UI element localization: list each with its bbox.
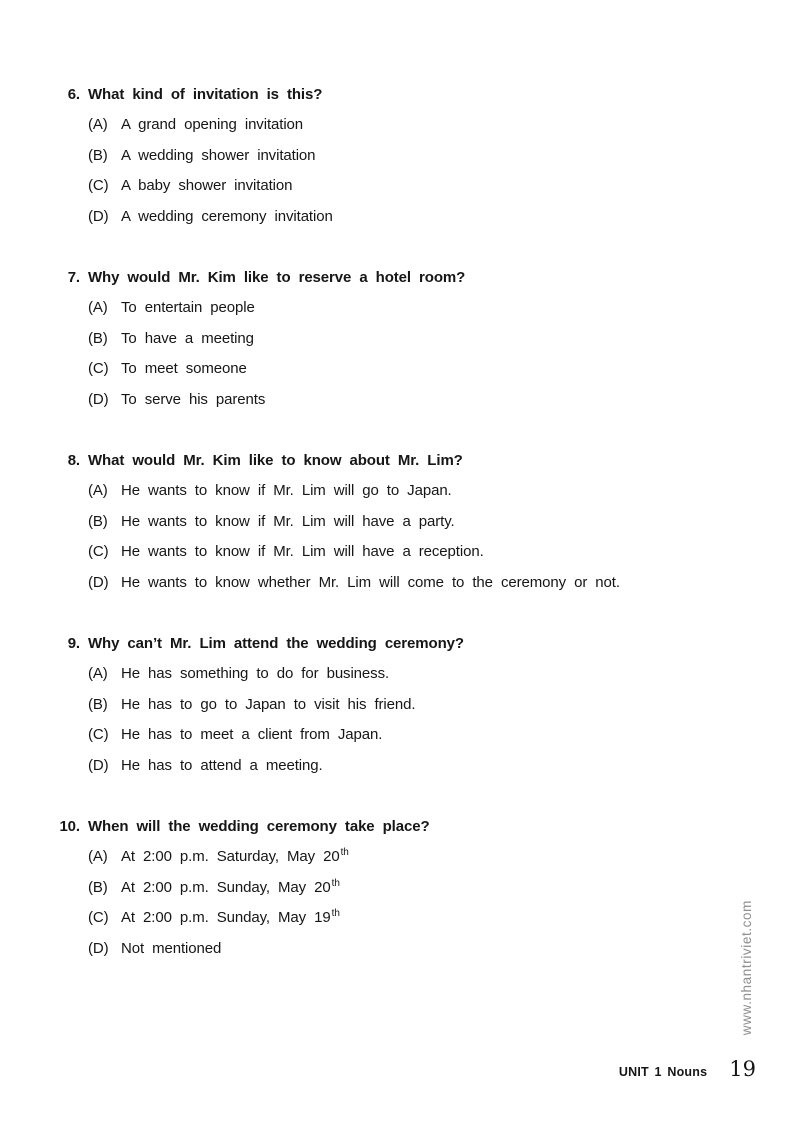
option-label: (D) <box>88 390 109 408</box>
publisher-watermark: www.nhantriviet.com <box>739 899 754 1035</box>
option-text: To entertain people <box>121 299 255 316</box>
option-text: He has something to do for business. <box>121 665 390 682</box>
option-B <box>88 507 760 538</box>
option-text: He has to attend a meeting. <box>121 756 323 774</box>
option-text: To meet someone <box>121 360 247 377</box>
option-label: (A) <box>88 116 108 133</box>
question-6 <box>50 80 760 232</box>
option-A <box>88 659 760 690</box>
option-text: To serve his parents <box>121 390 266 408</box>
page-number: 19 <box>729 1057 756 1081</box>
question-text: What kind of invitation is this? <box>88 86 323 103</box>
option-label: (C) <box>88 726 109 743</box>
question-heading <box>50 80 760 110</box>
option-text: At 2:00 p.m. Saturday, May 20 <box>121 848 340 865</box>
option-text: To have a meeting <box>121 329 254 347</box>
question-number: 9. <box>67 635 80 652</box>
question-number: 8. <box>67 452 80 469</box>
option-label: (B) <box>88 146 108 164</box>
unit-label: UNIT 1 Nouns <box>618 1065 708 1079</box>
option-text: He wants to know if Mr. Lim will have a party. <box>121 512 455 530</box>
option-B <box>88 324 760 355</box>
option-A <box>88 293 760 324</box>
option-A <box>88 842 760 873</box>
question-number: 6. <box>67 86 80 103</box>
option-B <box>88 873 760 904</box>
option-text: He has to go to Japan to visit his friend. <box>121 695 416 713</box>
option-D <box>88 385 760 416</box>
option-label: (B) <box>88 329 108 347</box>
option-text: A baby shower invitation <box>121 177 293 194</box>
question-text: What would Mr. Kim like to know about Mr. Lim? <box>88 452 463 469</box>
option-A <box>88 110 760 141</box>
question-9 <box>50 629 760 781</box>
option-D <box>88 202 760 233</box>
question-text: Why would Mr. Kim like to reserve a hotel room? <box>88 269 466 286</box>
option-C <box>88 171 760 202</box>
ordinal-suffix: th <box>340 847 349 858</box>
question-heading <box>50 446 760 476</box>
option-text: A wedding shower invitation <box>121 146 316 164</box>
page-footer <box>619 1057 756 1081</box>
option-text: He wants to know if Mr. Lim will go to Japan. <box>121 482 452 499</box>
option-label: (D) <box>88 756 109 774</box>
option-label: (C) <box>88 543 109 560</box>
option-text: He wants to know whether Mr. Lim will come to the ceremony or not. <box>121 573 620 591</box>
option-C <box>88 354 760 385</box>
option-C <box>88 903 760 934</box>
option-label: (B) <box>88 512 108 530</box>
ordinal-suffix: th <box>331 877 340 889</box>
option-text: He wants to know if Mr. Lim will have a reception. <box>121 543 484 560</box>
option-text: Not mentioned <box>121 939 222 957</box>
question-heading <box>50 629 760 659</box>
option-label: (D) <box>88 573 109 591</box>
option-B <box>88 690 760 721</box>
option-text: A wedding ceremony invitation <box>121 207 333 225</box>
question-heading <box>50 812 760 842</box>
option-A <box>88 476 760 507</box>
option-label: (A) <box>88 848 108 865</box>
option-C <box>88 720 760 751</box>
option-text: A grand opening invitation <box>121 116 304 133</box>
option-label: (C) <box>88 909 109 926</box>
question-10 <box>50 812 760 964</box>
option-D <box>88 568 760 599</box>
question-text: When will the wedding ceremony take place? <box>88 818 430 835</box>
question-8 <box>50 446 760 598</box>
option-D <box>88 934 760 965</box>
option-label: (B) <box>88 878 108 896</box>
question-7 <box>50 263 760 415</box>
question-heading <box>50 263 760 293</box>
option-label: (A) <box>88 665 108 682</box>
option-text: He has to meet a client from Japan. <box>121 726 383 743</box>
question-number: 7. <box>67 269 80 286</box>
option-label: (D) <box>88 207 109 225</box>
option-label: (A) <box>88 482 108 499</box>
option-label: (C) <box>88 360 109 377</box>
question-number: 10. <box>59 818 80 835</box>
option-label: (D) <box>88 939 109 957</box>
option-text: At 2:00 p.m. Sunday, May 19 <box>121 909 331 926</box>
option-C <box>88 537 760 568</box>
option-D <box>88 751 760 782</box>
question-text: Why can’t Mr. Lim attend the wedding ceremony? <box>88 635 464 652</box>
option-text: At 2:00 p.m. Sunday, May 20 <box>121 878 331 896</box>
option-label: (B) <box>88 695 108 713</box>
option-B <box>88 141 760 172</box>
ordinal-suffix: th <box>331 908 340 919</box>
option-label: (C) <box>88 177 109 194</box>
option-label: (A) <box>88 299 108 316</box>
